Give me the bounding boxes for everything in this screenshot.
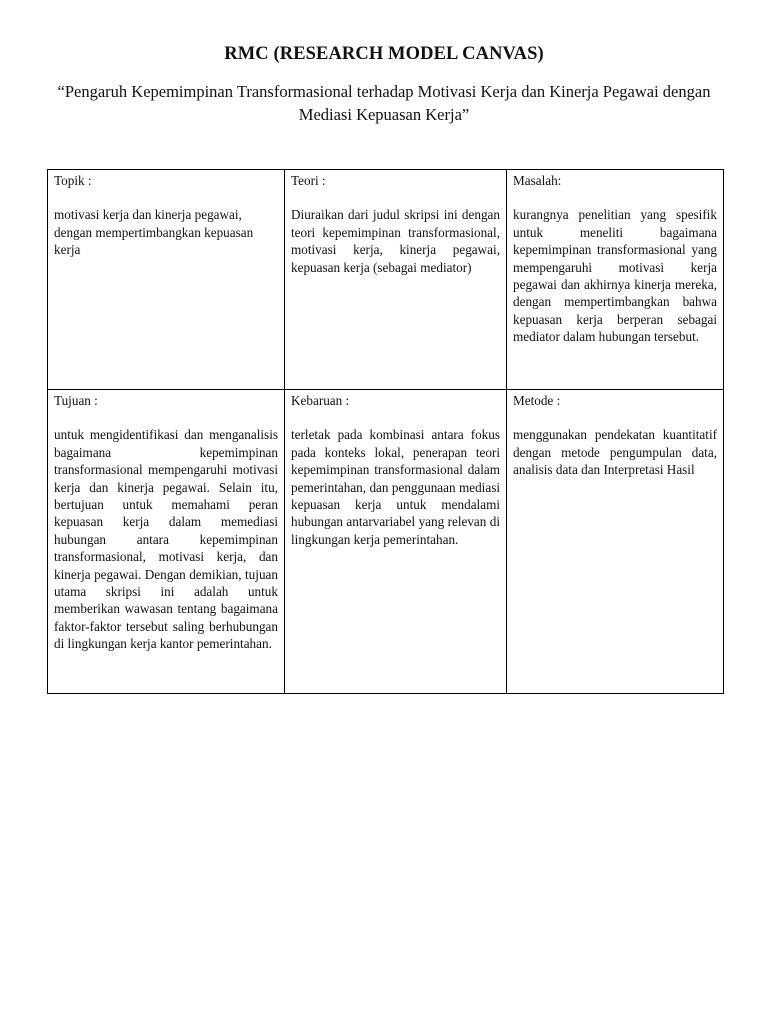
cell-metode <box>507 390 724 694</box>
cell-teori <box>285 170 507 390</box>
cell-kebaruan <box>285 390 507 694</box>
cell-heading-topik: Topik : <box>54 173 92 188</box>
cell-masalah <box>507 170 724 390</box>
cell-body-topik: motivasi kerja dan kinerja pegawai, dengan mempertimbangkan kepuasan kerja <box>54 207 254 258</box>
cell-body-tujuan: untuk mengidentifikasi dan menganalisis bagaimana kepemimpinan transformasional mempengaruhi motivasi kerja dan kinerja pegawai. Selain itu, bertujuan untuk memahami peran kepuasan kerja dalam memediasi hubungan antara kepemimpinan transformasional, motivasi kerja, dan kinerja pegawai. Dengan demikian, tujuan utama skripsi ini adalah untuk memberikan wawasan tentang bagaimana faktor-faktor tersebut saling berhubungan di lingkungan kerja kantor pemerintahan. <box>54 427 278 652</box>
cell-body-masalah: kurangnya penelitian yang spesifik untuk meneliti bagaimana kepemimpinan transformasional yang mempengaruhi motivasi kerja pegawai dan akhirnya kinerja mereka, dengan mempertimbangkan bahwa kepuasan kerja berperan sebagai mediator dalam hubungan tersebut. <box>513 207 717 345</box>
cell-body-teori: Diuraikan dari judul skripsi ini dengan teori kepemimpinan transformasional, motivasi kerja, kinerja pegawai, kepuasan kerja (sebagai mediator) <box>291 207 500 275</box>
table-row <box>48 390 724 694</box>
cell-tujuan <box>48 390 285 694</box>
cell-heading-metode: Metode : <box>513 393 561 408</box>
research-model-canvas-table <box>47 169 724 694</box>
cell-heading-kebaruan: Kebaruan : <box>291 393 350 408</box>
cell-heading-masalah: Masalah: <box>513 173 562 188</box>
cell-heading-teori: Teori : <box>291 173 326 188</box>
document-subtitle: “Pengaruh Kepemimpinan Transformasional terhadap Motivasi Kerja dan Kinerja Pegawai dengan Mediasi Kepuasan Kerja” <box>57 82 711 124</box>
cell-body-kebaruan: terletak pada kombinasi antara fokus pada konteks lokal, penerapan teori kepemimpinan transformasional dalam pemerintahan, dan penggunaan mediasi kepuasan kerja untuk mendalami hubungan antarvariabel yang relevan di lingkungan kerja pemerintahan. <box>291 427 500 547</box>
cell-heading-tujuan: Tujuan : <box>54 393 98 408</box>
document-title: RMC (RESEARCH MODEL CANVAS) <box>224 44 544 64</box>
cell-topik <box>48 170 285 390</box>
cell-body-metode: menggunakan pendekatan kuantitatif dengan metode pengumpulan data, analisis data dan Interpretasi Hasil <box>513 427 717 478</box>
table-row <box>48 170 724 390</box>
